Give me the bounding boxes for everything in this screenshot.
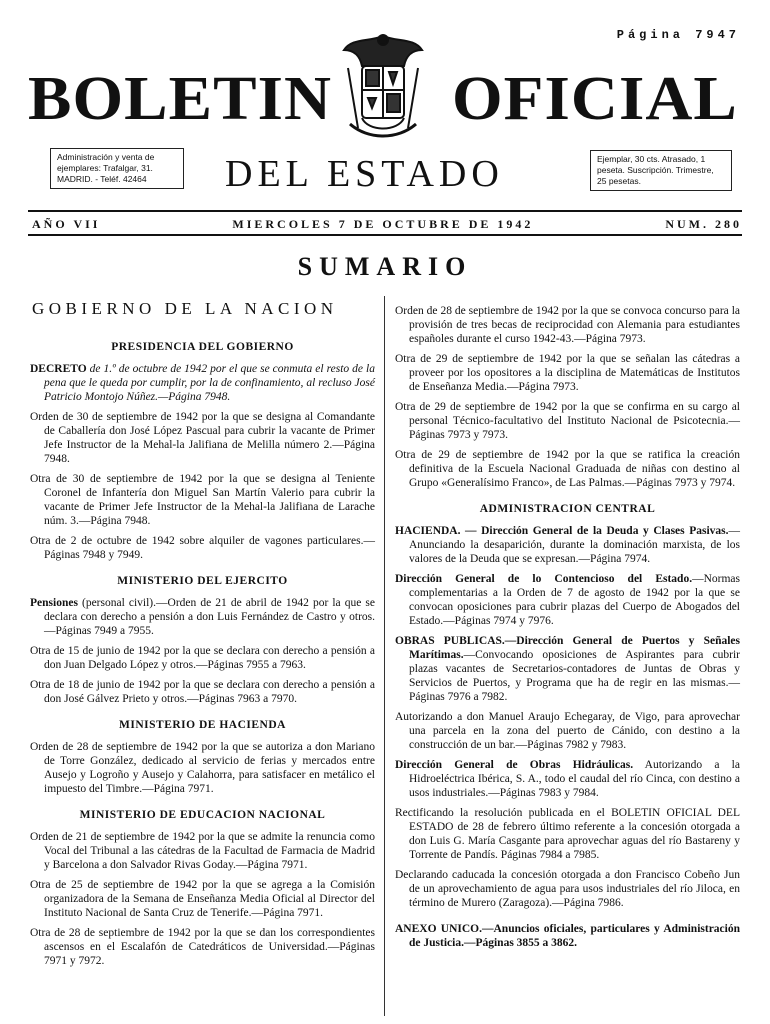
date-label: MIERCOLES 7 DE OCTUBRE DE 1942 (232, 217, 534, 231)
entry-presidencia-decreto: DECRETO de 1.º de octubre de 1942 por el que se conmuta el resto de la pena que le queda por cumplir, por la de confinamiento, al recluso José Patricio Montojo Núñez.—Página 7948. (30, 363, 375, 403)
left-column (30, 300, 375, 974)
entry-obras-publicas: OBRAS PUBLICAS.—Dirección General de Puertos y Señales Marítimas.—Convocando oposiciones de Aspirantes para cubrir plazas vacantes de Secretarios-contadores de Juntas de Obras y Servicios de Puertos, y Programa que ha de regir en las mismas.—Páginas 7976 a 7982. (395, 635, 740, 703)
column-divider (384, 296, 385, 1016)
entry-educacion-catedras: Otra de 29 de septiembre de 1942 por la que se señalan las cátedras a proveer por los opositores a la disciplina de Matemáticas de Institutos de Enseñanza Media.—Página 7973. (395, 353, 740, 393)
entry-anexo-unico: ANEXO UNICO.—Anuncios oficiales, particulares y Administración de Justicia.—Páginas 3855 a 3862. (395, 923, 740, 949)
entry-educacion-escuela: Otra de 29 de septiembre de 1942 por la que se ratifica la creación definitiva de la Escuela Nacional Graduada de niñas con destino al Grupo «Generalísimo Franco», de Las Palmas.—Páginas 7973 y 7974. (395, 449, 740, 489)
section-educacion: MINISTERIO DE EDUCACION NACIONAL (79, 809, 326, 821)
entry-presidencia-orden: Orden de 30 de septiembre de 1942 por la que se designa al Comandante de Caballería don José López Pascual para cubrir la vacante de Primer Jefe Instructor de la Mehal-la Jalifiana de Melilla número 2.—Página 7948. (30, 411, 375, 465)
page-number: Página 7947 (616, 28, 740, 42)
entry-ejercito-pensiones: Pensiones (personal civil).—Orden de 21 de abril de 1942 por la que se declara con derecho a pensión a don Luis Fernández de Castro y otros.—Páginas 7949 a 7955. (30, 597, 375, 637)
section-administracion-central: ADMINISTRACION CENTRAL (479, 503, 656, 515)
entry-caducada: Declarando caducada la concesión otorgada a don Francisco Cobeño Jun de un aprovechamiento de agua para usos industriales del río Jiloca, en término de Murero (Zaragoza).—Página 7986. (395, 869, 740, 909)
section-ejercito: MINISTERIO DEL EJERCITO (117, 575, 288, 587)
entry-educacion-comision: Otra de 25 de septiembre de 1942 por la que se agrega a la Comisión organizadora de la Semana de Enseñanza Media Oficial al Director del Instituto Nacional de Santa Cruz de Tenerife.—Página 7971. (30, 879, 375, 919)
entry-presidencia-otra: Otra de 30 de septiembre de 1942 por la que se designa al Teniente Coronel de Infantería don Miguel San Martín Valerio para cubrir la vacante de Primer Jefe Instructor de la Mehal-la Jalifiana de Larache núm. 3.—Página 7948. (30, 473, 375, 527)
sumario-heading: SUMARIO (297, 252, 473, 281)
entry-hacienda-orden: Orden de 28 de septiembre de 1942 por la que se autoriza a don Mariano de Torre González, dedicado al servicio de ferias y mercados entre Ausejo y Logroño y Ausejo y Calahorra, para satisfacer en metálico el impuesto del Timbre.—Página 7971. (30, 741, 375, 795)
coat-of-arms-emblem (338, 28, 428, 143)
entry-obras-hidraulicas: Dirección General de Obras Hidráulicas. Autorizando a la Hidroeléctrica Ibérica, S. A., todo el caudal del río Cinca, con destino a usos industriales.—Páginas 7983 y 7984. (395, 759, 740, 799)
header-rule-bottom (28, 234, 742, 236)
year-label: AÑO VII (32, 217, 101, 231)
price-info-box: Ejemplar, 30 cts. Atrasado, 1 peseta. Suscripción. Trimestre, 25 pesetas. (590, 150, 732, 191)
entry-contencioso: Dirección General de lo Contencioso del Estado.—Normas complementarias a la Orden de 7 de agosto de 1942 por la que se convocan oposiciones para cubrir plazas del Cuerpo de Abogados del Estado.—Páginas 7974 y 7976. (395, 573, 740, 627)
masthead-subtitle: DEL ESTADO (225, 153, 504, 195)
section-hacienda: MINISTERIO DE HACIENDA (119, 719, 286, 731)
header-rule-top (28, 210, 742, 212)
entry-educacion-becas: Orden de 28 de septiembre de 1942 por la que se convoca concurso para la provisión de tres becas de reciprocidad con Alemania para estudiantes españoles durante el curso 1942-43.—Página 7973. (395, 305, 740, 345)
masthead-title-right: OFICIAL (452, 65, 738, 133)
section-presidencia: PRESIDENCIA DEL GOBIERNO (111, 341, 294, 353)
right-column (395, 304, 740, 956)
administration-info-box: Administración y venta de ejemplares: Trafalgar, 31. MADRID. - Teléf. 42464 (50, 148, 184, 189)
entry-presidencia-vagones: Otra de 2 de octubre de 1942 sobre alquiler de vagones particulares.—Páginas 7948 y 7949. (30, 535, 375, 561)
entry-educacion-psicotecnia: Otra de 29 de septiembre de 1942 por la que se confirma en su cargo al personal Técnico-facultativo del Instituto Nacional de Psicotecnia.—Páginas 7973 y 7973. (395, 401, 740, 441)
entry-rectificando: Rectificando la resolución publicada en el BOLETIN OFICIAL DEL ESTADO de 28 de febrero último referente a la concesión otorgada a don Luis G. María Casgante para aprovechar aguas del río Bastareny y Torrente de Pandís. Páginas 7984 a 7985. (395, 807, 740, 861)
entry-ejercito-otra-18: Otra de 18 de junio de 1942 por la que se declara con derecho a pensión a don José Gálvez Prieto y otros.—Páginas 7963 a 7970. (30, 679, 375, 705)
entry-ejercito-otra-15: Otra de 15 de junio de 1942 por la que se declara con derecho a pensión a don Juan Delgado López y otros.—Páginas 7955 a 7963. (30, 645, 375, 671)
section-gobierno: GOBIERNO DE LA NACION (32, 299, 338, 318)
dateline (32, 217, 742, 232)
issue-number: NUM. 280 (665, 217, 742, 231)
entry-hacienda-deuda: HACIENDA. — Dirección General de la Deuda y Clases Pasivas.—Anunciando la desaparición, durante la dominación marxista, de los valores de la Deuda que se expresan.—Página 7974. (395, 525, 740, 565)
entry-araujo-vigo: Autorizando a don Manuel Araujo Echegaray, de Vigo, para aprovechar una parcela en la zona del puerto de Cánido, con destino a la construcción de un bar.—Páginas 7982 y 7983. (395, 711, 740, 751)
entry-educacion-ascensos: Otra de 28 de septiembre de 1942 por la que se dan los correspondientes ascensos en el Escalafón de Catedráticos de Universidad.—Páginas 7971 y 7972. (30, 927, 375, 967)
entry-educacion-renuncia: Orden de 21 de septiembre de 1942 por la que se admite la renuncia como Vocal del Tribunal a las cátedras de la Facultad de Farmacia de Madrid y Barcelona a don Salvador Rivas Goday.—Página 7971. (30, 831, 375, 871)
masthead-title-left: BOLETIN (28, 65, 333, 133)
